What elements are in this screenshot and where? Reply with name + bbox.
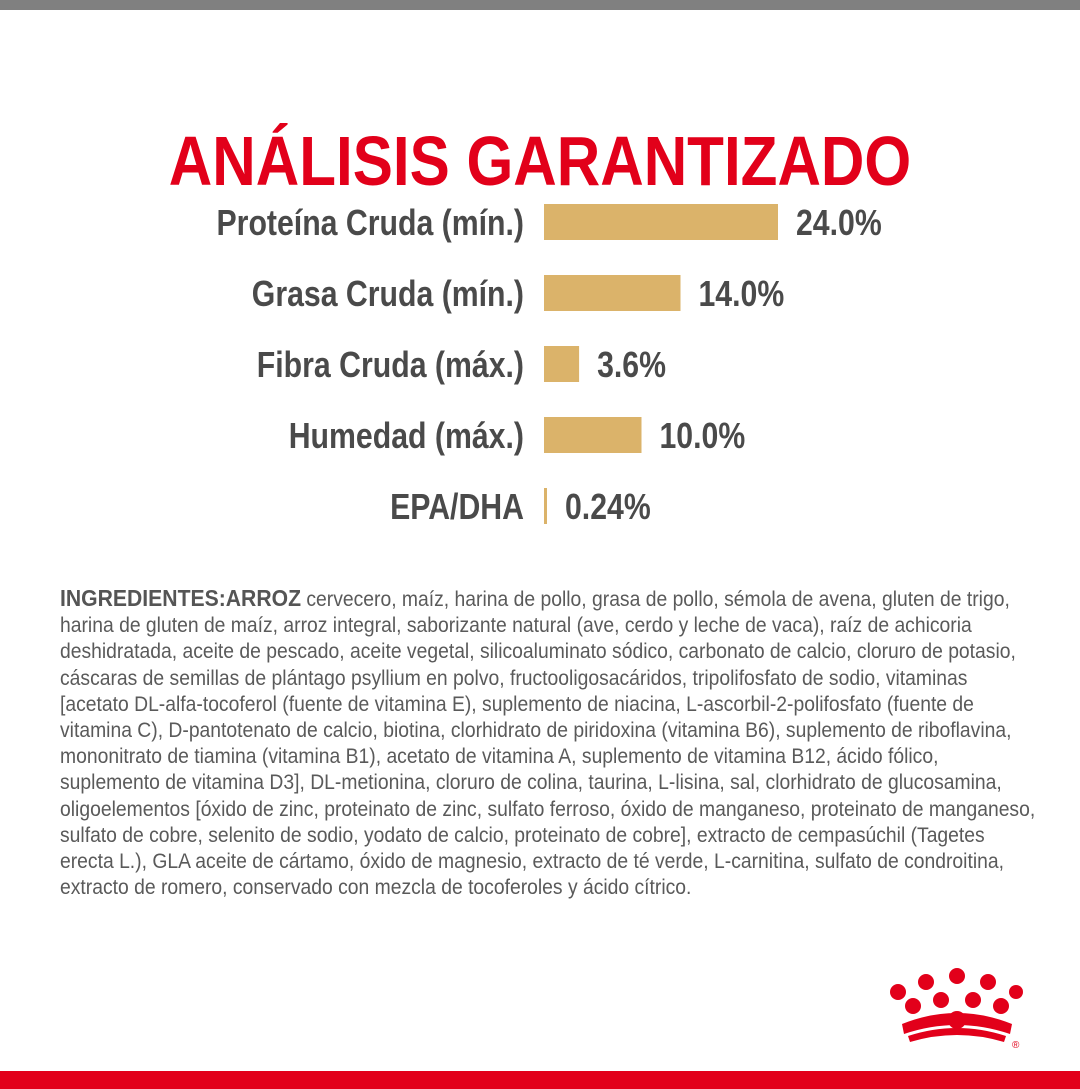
value-label: 3.6%	[597, 344, 666, 385]
value-label: 0.24%	[565, 486, 651, 527]
value-label: 14.0%	[698, 273, 785, 314]
ingredients-text: cervecero, maíz, harina de pollo, grasa de pollo, sémola de avena, gluten de trigo, harina de gluten de maíz, arroz integral, saborizante natural (ave, cerdo y leche de vaca), raíz de achicoria deshidratada, aceite de pescado, aceite vegetal, silicoaluminato sódico, carbonato de calcio, cloruro de potasio, cáscaras de semillas de plántago psyllium en polvo, fructooligosacáridos, tripolifosfato de sodio, vitaminas [acetato DL-alfa-tocoferol (fuente de vitamina E), suplemento de niacina, L-ascorbil-2-polifosfato (fuente de vitamina C), D-pantotenato de calcio, biotina, clorhidrato de piridoxina (vitamina B6), suplemento de riboflavina, mononitrato de tiamina (vitamina B1), acetato de vitamina A, suplemento de vitamina B12, ácido fólico, suplemento de vitamina D3], DL-metionina, cloruro de colina, taurina, L-lisina, sal, clorhidrato de glucosamina, oligoelementos [óxido de zinc, proteinato de zinc, sulfato ferroso, óxido de manganeso, proteinato de manganeso, sulfato de cobre, selenito de sodio, yodato de calcio, proteinato de cobre], extracto de cempasúchil (Tagetes erecta L.), GLA aceite de cártamo, óxido de magnesio, extracto de té verde, L-carnitina, sulfato de condroitina, extracto de romero, conservado con mezcla de tocoferoles y ácido cítrico.	[60, 588, 1036, 900]
page-title: ANÁLISIS GARANTIZADO	[168, 121, 912, 200]
royal-canin-crown-icon	[884, 962, 1024, 1050]
registered-mark: ®	[1012, 1040, 1020, 1050]
category-label: Grasa Cruda (mín.)	[251, 273, 524, 314]
category-label: Fibra Cruda (máx.)	[256, 344, 524, 385]
bar	[544, 488, 547, 524]
top-bar	[0, 0, 1080, 10]
bar	[544, 417, 642, 453]
guaranteed-analysis-chart	[0, 180, 1080, 550]
bottom-bar	[0, 1071, 1080, 1089]
category-label: EPA/DHA	[390, 486, 524, 527]
bar	[544, 346, 579, 382]
value-label: 10.0%	[659, 415, 746, 456]
ingredients-lead: INGREDIENTES:ARROZ	[60, 585, 301, 611]
ingredients-block	[60, 585, 1040, 901]
category-label: Proteína Cruda (mín.)	[216, 202, 524, 243]
category-label: Humedad (máx.)	[288, 415, 524, 456]
bar	[544, 275, 681, 311]
value-label: 24.0%	[796, 202, 882, 243]
bar	[544, 204, 778, 240]
